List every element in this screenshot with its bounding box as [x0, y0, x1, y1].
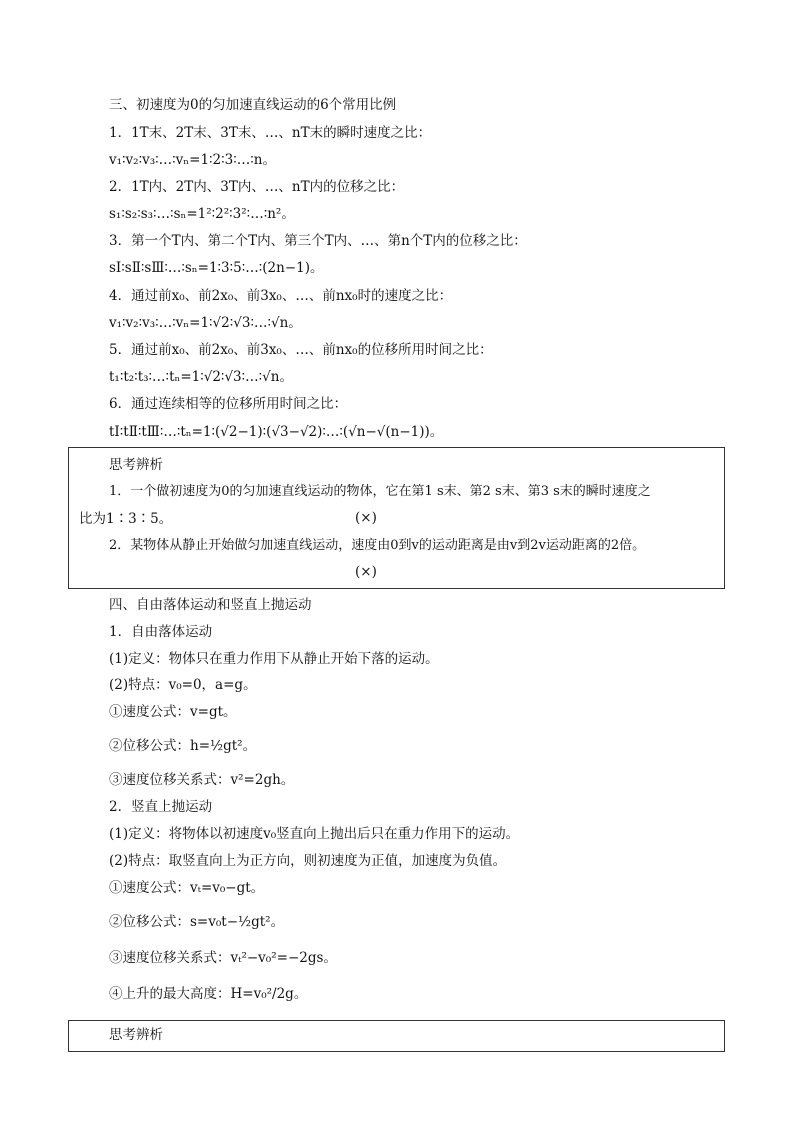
ratio-2-heading: 2．1T内、2T内、3T内、…、nT内的位移之比：: [109, 179, 405, 195]
vertical-throw-velocity: ①速度公式：vₜ=v₀−gt。: [109, 880, 265, 896]
ratio-3-formula: sⅠ∶sⅡ∶sⅢ∶…∶sₙ=1∶3∶5∶…∶(2n−1)。: [109, 260, 324, 276]
free-fall-heading: 1．自由落体运动: [109, 624, 213, 640]
section3-title: 三、初速度为0的匀加速直线运动的6个常用比例: [109, 97, 397, 113]
think-box-1-title: 思考辨析: [109, 457, 163, 473]
ratio-4-heading: 4．通过前x₀、前2x₀、前3x₀、…、前nx₀时的速度之比：: [109, 288, 453, 304]
question-1-answer-mark: (×): [355, 510, 377, 526]
question-1-line2: 比为1∶3∶5。: [79, 511, 173, 527]
vertical-throw-max-height: ④上升的最大高度：H=v₀²/2g。: [109, 986, 308, 1002]
section4-title: 四、自由落体运动和竖直上抛运动: [109, 597, 312, 613]
think-box-2-title: 思考辨析: [109, 1027, 163, 1043]
free-fall-feature: (2)特点：v₀=0，a=g。: [109, 677, 257, 693]
vertical-throw-heading: 2．竖直上抛运动: [109, 799, 213, 815]
ratio-5-formula: t₁∶t₂∶t₃∶…∶tₙ=1∶√2∶√3∶…∶√n。: [109, 369, 293, 385]
question-2-line1: 2．某物体从静止开始做匀加速直线运动，速度由0到v的运动距离是由v到2v运动距离的2倍。: [109, 538, 646, 553]
free-fall-velocity: ①速度公式：v=gt。: [109, 704, 237, 720]
think-box-1: [68, 447, 725, 589]
ratio-1-formula: v₁∶v₂∶v₃∶…∶vₙ=1∶2∶3∶…∶n。: [109, 152, 276, 168]
free-fall-displacement: ②位移公式：h=½gt²。: [109, 738, 257, 754]
free-fall-relation: ③速度位移关系式：v²=2gh。: [109, 772, 295, 788]
question-1-line1: 1．一个做初速度为0的匀加速直线运动的物体，它在第1 s末、第2 s末、第3 s末的瞬时速度之: [109, 484, 651, 499]
ratio-6-heading: 6．通过连续相等的位移所用时间之比：: [109, 396, 348, 412]
ratio-1-heading: 1．1T末、2T末、3T末、…、nT末的瞬时速度之比：: [109, 125, 432, 141]
question-2-answer-mark: (×): [355, 564, 377, 580]
vertical-throw-displacement: ②位移公式：s=v₀t−½gt²。: [109, 914, 285, 930]
think-box-2: [68, 1020, 725, 1052]
ratio-4-formula: v₁∶v₂∶v₃∶…∶vₙ=1∶√2∶√3∶…∶√n。: [109, 315, 302, 331]
ratio-2-formula: s₁∶s₂∶s₃∶…∶sₙ=1²∶2²∶3²∶…∶n²。: [109, 206, 295, 222]
vertical-throw-relation: ③速度位移关系式：vₜ²−v₀²=−2gs。: [109, 950, 337, 966]
ratio-6-formula: tⅠ∶tⅡ∶tⅢ∶…∶tₙ=1∶(√2−1)∶(√3−√2)∶…∶(√n−√(n−1))。: [109, 424, 444, 440]
ratio-5-heading: 5．通过前x₀、前2x₀、前3x₀、…、前nx₀的位移所用时间之比：: [109, 342, 493, 358]
free-fall-definition: (1)定义：物体只在重力作用下从静止开始下落的运动。: [109, 651, 439, 667]
vertical-throw-definition: (1)定义：将物体以初速度v₀竖直向上抛出后只在重力作用下的运动。: [109, 826, 520, 842]
ratio-3-heading: 3．第一个T内、第二个T内、第三个T内、…、第n个T内的位移之比：: [109, 233, 527, 249]
vertical-throw-feature: (2)特点：取竖直向上为正方向，则初速度为正值，加速度为负值。: [109, 853, 507, 869]
